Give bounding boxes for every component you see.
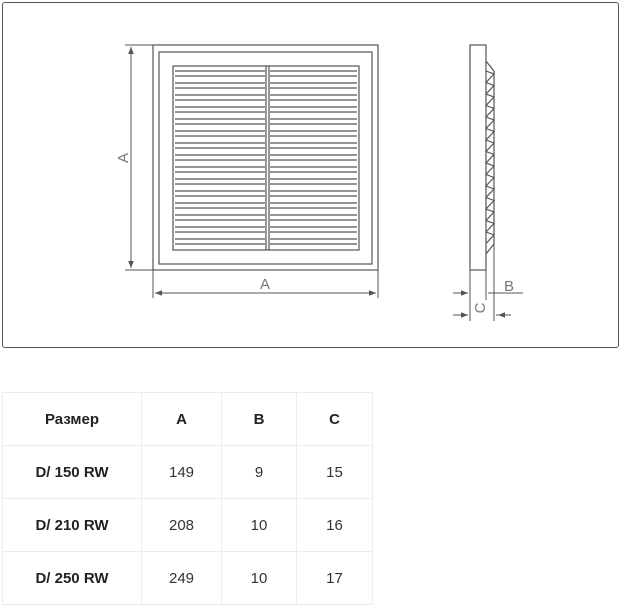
technical-drawing: [3, 3, 620, 349]
dimension-width-label: A: [259, 276, 271, 293]
grille-front-view: [153, 45, 378, 270]
cell-b: 9: [222, 446, 297, 499]
cell-b: 10: [222, 499, 297, 552]
cell-model: D/ 150 RW: [3, 446, 142, 499]
size-spec-table: [2, 392, 373, 605]
side-louver-zigzag: [486, 71, 494, 244]
cell-c: 17: [297, 552, 373, 605]
cell-a: 208: [142, 499, 222, 552]
table-row: [3, 552, 373, 605]
cell-b: 10: [222, 552, 297, 605]
header-a: A: [142, 393, 222, 446]
grille-side-view: [470, 45, 494, 270]
dimension-total-depth-label: C: [472, 302, 489, 314]
dimension-depth-label: B: [503, 278, 515, 295]
table-row: [3, 499, 373, 552]
cell-c: 16: [297, 499, 373, 552]
cell-a: 149: [142, 446, 222, 499]
header-b: B: [222, 393, 297, 446]
cell-a: 249: [142, 552, 222, 605]
table-header-row: [3, 393, 373, 446]
header-size: Размер: [3, 393, 142, 446]
header-c: C: [297, 393, 373, 446]
cell-model: D/ 250 RW: [3, 552, 142, 605]
side-louver-profile: [486, 71, 494, 244]
cell-model: D/ 210 RW: [3, 499, 142, 552]
technical-drawing-frame: [2, 2, 619, 348]
dimension-height-label: A: [115, 152, 132, 164]
cell-c: 15: [297, 446, 373, 499]
table-row: [3, 446, 373, 499]
